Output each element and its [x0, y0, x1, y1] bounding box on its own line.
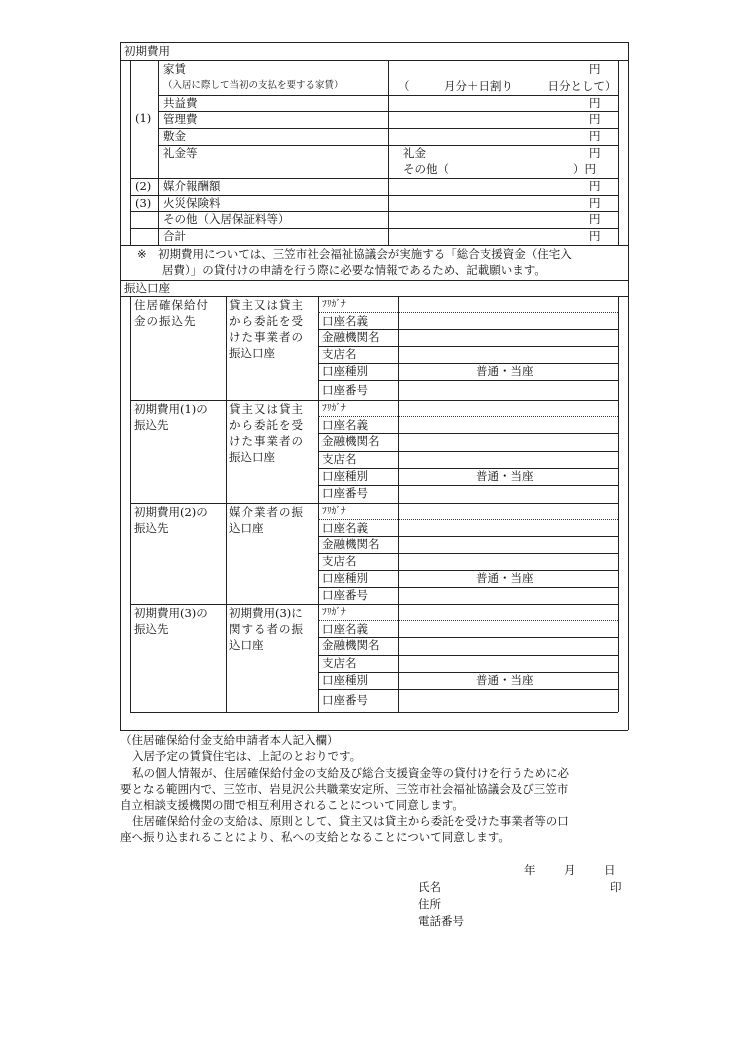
block4-bank-name-label: 金融機関名 — [322, 638, 380, 652]
section-divider — [120, 280, 628, 281]
block4-row-line — [318, 689, 618, 690]
block1-desc-line2: から委託を受 — [229, 314, 304, 328]
common-fee-yen: 円 — [589, 96, 601, 110]
rent-yen: 円 — [589, 62, 601, 76]
fire-insurance-label: 火災保険料 — [163, 196, 221, 210]
other-guarantee-yen: 円 — [589, 212, 601, 226]
date-year-label: 年 — [524, 863, 536, 877]
block2-desc-line1: 貸主又は貸主 — [229, 402, 304, 416]
management-fee-yen: 円 — [589, 112, 601, 126]
block2-account-number-label: 口座番号 — [322, 486, 368, 500]
block4-branch-label: 支店名 — [322, 656, 357, 670]
group-label-3: (3) — [135, 196, 152, 210]
fire-insurance-yen: 円 — [589, 196, 601, 210]
block4-account-type-label: 口座種別 — [322, 673, 368, 687]
block3-account-type-value: 普通・当座 — [476, 571, 534, 585]
brokerage-label: 媒介報酬額 — [163, 179, 221, 193]
row-line — [158, 111, 618, 112]
transfer-col-line — [398, 296, 399, 712]
management-fee-label: 管理費 — [163, 112, 198, 126]
block4-desc-line3: 込口座 — [229, 638, 264, 652]
block4-account-name-label: 口座名義 — [322, 622, 368, 636]
brokerage-yen: 円 — [589, 179, 601, 193]
applicant-address-label: 住所 — [418, 897, 441, 911]
seal-label: 印 — [610, 880, 622, 894]
transfer-left-line — [130, 296, 131, 712]
block1-desc-line1: 貸主又は貸主 — [229, 298, 304, 312]
block3-account-type-label: 口座種別 — [322, 571, 368, 585]
declaration-paragraph-3-line2: 座へ振り込まれることにより、私への支給となることについて同意します。 — [120, 830, 510, 844]
block-divider — [130, 604, 618, 605]
block2-label-line2: 振込先 — [134, 418, 169, 432]
block1-account-number-label: 口座番号 — [322, 383, 368, 397]
group-label-2: (2) — [135, 179, 152, 193]
block3-dotted-line — [318, 519, 618, 520]
frame-right-line — [628, 42, 629, 730]
frame-top-line — [120, 42, 628, 43]
deposit-label: 敷金 — [163, 129, 186, 143]
applicant-phone-label: 電話番号 — [418, 914, 464, 928]
transfer-bottom-line — [130, 712, 618, 713]
date-month-label: 月 — [564, 863, 576, 877]
block4-account-number-label: 口座番号 — [322, 693, 368, 707]
header-divider — [120, 60, 628, 61]
common-fee-label: 共益費 — [163, 96, 198, 110]
block1-account-name-label: 口座名義 — [322, 314, 368, 328]
row-line — [158, 145, 618, 146]
transfer-col-line — [318, 296, 319, 712]
row-line — [158, 128, 618, 129]
block2-bank-name-label: 金融機関名 — [322, 434, 380, 448]
reikin-label: 礼金 — [403, 146, 426, 160]
transfer-title: 振込口座 — [124, 281, 170, 295]
declaration-heading: （住居確保給付金支給申請者本人記入欄） — [120, 733, 339, 747]
frame-left-line — [120, 42, 121, 730]
block2-row-line — [318, 451, 618, 452]
block1-row-line — [318, 346, 618, 347]
declaration-paragraph-3-line1: 住居確保給付金の支給は、原則として、貸主又は貸主から委託を受けた事業者等の口 — [132, 814, 569, 828]
inner-right-line — [618, 60, 619, 245]
row-line — [130, 228, 618, 229]
block3-label-line1: 初期費用(2)の — [134, 505, 208, 519]
block2-dotted-line — [318, 416, 618, 417]
block1-account-type-value: 普通・当座 — [476, 364, 534, 378]
block3-furigana-label: ﾌﾘｶﾞﾅ — [322, 506, 346, 517]
reikin-yen: 円 — [589, 146, 601, 160]
block4-desc-line1: 初期費用(3)に — [229, 606, 303, 620]
transfer-right-line — [618, 296, 619, 712]
note-line-1: 初期費用については、三笠市社会福祉協議会が実施する「総合支援資金（住宅入 — [158, 247, 572, 261]
initial-costs-title: 初期費用 — [124, 44, 170, 58]
block4-label-line1: 初期費用(3)の — [134, 606, 208, 620]
inner-left-line — [130, 60, 131, 245]
block1-row-line — [318, 380, 618, 381]
block4-furigana-label: ﾌﾘｶﾞﾅ — [322, 607, 346, 618]
block3-account-name-label: 口座名義 — [322, 521, 368, 535]
note-mark: ※ — [137, 247, 147, 261]
label-col-line — [158, 60, 159, 245]
deposit-yen: 円 — [589, 129, 601, 143]
block2-furigana-label: ﾌﾘｶﾞﾅ — [322, 403, 346, 414]
rent-label: 家賃 — [163, 62, 186, 76]
declaration-paragraph-2-line3: 自立相談支援機関の間で相互利用されることについて同意します。 — [120, 798, 464, 812]
other-fee-label: その他（ — [403, 162, 449, 176]
block3-label-line2: 振込先 — [134, 521, 169, 535]
block2-desc-line3: けた事業者の — [229, 434, 304, 448]
other-fee-yen: ）円 — [573, 162, 596, 176]
block3-bank-name-label: 金融機関名 — [322, 537, 380, 551]
section-divider — [120, 296, 628, 297]
block1-branch-label: 支店名 — [322, 347, 357, 361]
block2-desc-line2: から委託を受 — [229, 418, 304, 432]
declaration-paragraph-2-line1: 私の個人情報が、住居確保給付金の支給及び総合支援資金等の貸付けを行うために必 — [132, 766, 569, 780]
block2-account-name-label: 口座名義 — [322, 418, 368, 432]
block2-branch-label: 支店名 — [322, 452, 357, 466]
block1-bank-name-label: 金融機関名 — [322, 330, 380, 344]
block4-dotted-line — [318, 620, 618, 621]
total-yen: 円 — [589, 229, 601, 243]
block3-account-number-label: 口座番号 — [322, 588, 368, 602]
frame-bottom-line — [120, 730, 628, 731]
declaration-paragraph-2-line2: 要となる範囲内で、三笠市、岩見沢公共職業安定所、三笠市社会福祉協議会及び三笠市 — [120, 782, 569, 796]
key-money-label: 礼金等 — [163, 146, 198, 160]
block2-account-type-value: 普通・当座 — [476, 469, 534, 483]
block3-desc-line1: 媒介業者の振 — [229, 505, 304, 519]
rent-note: （入居に際して当初の支払を要する家賃） — [163, 80, 344, 91]
block3-branch-label: 支店名 — [322, 554, 357, 568]
block-divider — [130, 503, 618, 504]
block1-desc-line3: けた事業者の — [229, 330, 304, 344]
applicant-name-label: 氏名 — [418, 880, 441, 894]
block2-account-type-label: 口座種別 — [322, 469, 368, 483]
block3-desc-line2: 込口座 — [229, 521, 264, 535]
rent-calculation: （ 月分＋日割り 日分として） — [398, 79, 617, 93]
row-line — [158, 95, 618, 96]
transfer-col-line — [226, 296, 227, 712]
block2-desc-line4: 振込口座 — [229, 450, 275, 464]
block1-label-line1: 住居確保給付 — [134, 298, 209, 312]
declaration-paragraph-1: 入居予定の賃貸住宅は、上記のとおりです。 — [132, 749, 362, 763]
group-label-1: (1) — [135, 111, 152, 125]
block1-desc-line4: 振込口座 — [229, 346, 275, 360]
block3-row-line — [318, 553, 618, 554]
block1-dotted-line — [318, 312, 618, 313]
block1-label-line2: 金の振込先 — [134, 314, 197, 328]
block-divider — [130, 400, 618, 401]
row-line — [120, 245, 628, 246]
block4-label-line2: 振込先 — [134, 622, 169, 636]
amount-col-line — [388, 60, 389, 245]
block1-furigana-label: ﾌﾘｶﾞﾅ — [322, 299, 346, 310]
block1-account-type-label: 口座種別 — [322, 364, 368, 378]
total-label: 合計 — [163, 229, 186, 243]
date-day-label: 日 — [604, 863, 616, 877]
block4-account-type-value: 普通・当座 — [476, 673, 534, 687]
block4-desc-line2: 関する者の振 — [229, 622, 304, 636]
block2-label-line1: 初期費用(1)の — [134, 402, 208, 416]
block4-row-line — [318, 655, 618, 656]
other-guarantee-label: その他（入居保証料等） — [163, 212, 290, 226]
note-line-2: 居費）」の貸付けの申請を行う際に必要な情報であるため、記載願います。 — [162, 263, 546, 277]
